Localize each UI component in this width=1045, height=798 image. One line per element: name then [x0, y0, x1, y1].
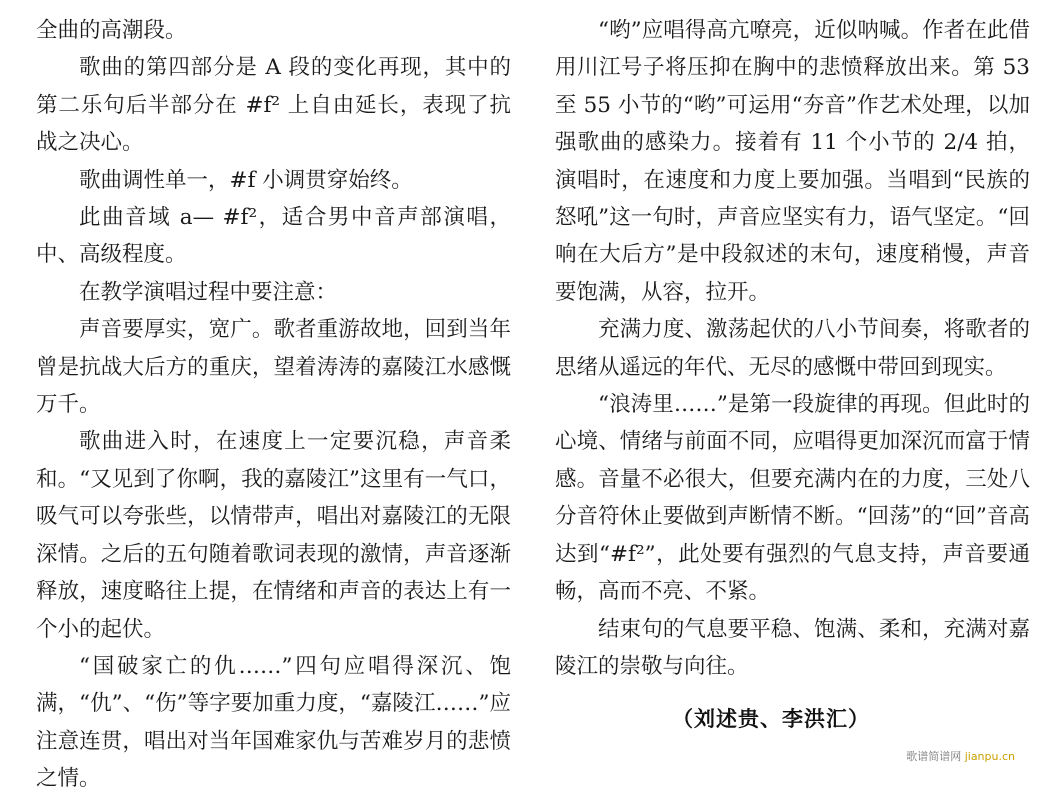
- site-watermark: [906, 748, 1015, 764]
- paragraph: 充满力度、激荡起伏的八小节间奏，将歌者的思绪从遥远的年代、无尽的感慨中带回到现实。: [555, 317, 1030, 380]
- paragraph: 全曲的高潮段。: [36, 18, 187, 43]
- left-column: [36, 12, 511, 798]
- paragraph: 歌曲进入时，在速度上一定要沉稳，声音柔和。“又见到了你啊，我的嘉陵江”这里有一气口，吸气可以夸张些，以情带声，唱出对嘉陵江的无限深情。之后的五句随着歌词表现的激情，声音逐渐释放，速度略往上提，在情绪和声音的表达上有一个小的起伏。: [36, 429, 511, 642]
- watermark-en: jianpu.cn: [964, 750, 1015, 763]
- paragraph: “哟”应唱得高亢嘹亮，近似呐喊。作者在此借用川江号子将压抑在胸中的悲愤释放出来。第 53 至 55 小节的“哟”可运用“夯音”作艺术处理，以加强歌曲的感染力。接着有 11 个小节的 2/4 拍，演唱时，在速度和力度上要加强。当唱到“民族的怒吼”这一句时，声音应坚实有力，语气坚定。“回响在大后方”是中段叙述的末句，速度稍慢，声音要饱满，从容，拉开。: [555, 18, 1030, 305]
- paragraph: 声音要厚实，宽广。歌者重游故地，回到当年曾是抗战大后方的重庆，望着涛涛的嘉陵江水感慨万千。: [36, 317, 511, 418]
- paragraph: 歌曲的第四部分是 A 段的变化再现，其中的第二乐句后半部分在 #f² 上自由延长，表现了抗战之决心。: [36, 55, 511, 156]
- paragraph: 结束句的气息要平稳、饱满、柔和，充满对嘉陵江的崇敬与向往。: [555, 616, 1030, 679]
- paragraph: 歌曲调性单一，#f 小调贯穿始终。: [79, 167, 413, 193]
- paragraph: 在教学演唱过程中要注意：: [79, 279, 338, 305]
- watermark-cn: 歌谱简谱网: [906, 750, 962, 763]
- paragraph: “国破家亡的仇……”四句应唱得深沉、饱满，“仇”、“伤”等字要加重力度，“嘉陵江……”应注意连贯，唱出对当年国难家仇与苦难岁月的悲愤之情。: [36, 653, 511, 792]
- author-signature: （刘述贵、李洪汇）: [672, 707, 870, 731]
- paragraph: “浪涛里……”是第一段旋律的再现。但此时的心境、情绪与前面不同，应唱得更加深沉而富于情感。音量不必很大，但要充满内在的力度，三处八分音符休止要做到声断情不断。“回荡”的“回”音高达到“#f²”，此处要有强烈的气息支持，声音要通畅，高而不亮、不紧。: [555, 392, 1030, 605]
- paragraph: 此曲音域 a— #f²，适合男中音声部演唱，中、高级程度。: [36, 205, 511, 268]
- right-column: [555, 12, 1030, 685]
